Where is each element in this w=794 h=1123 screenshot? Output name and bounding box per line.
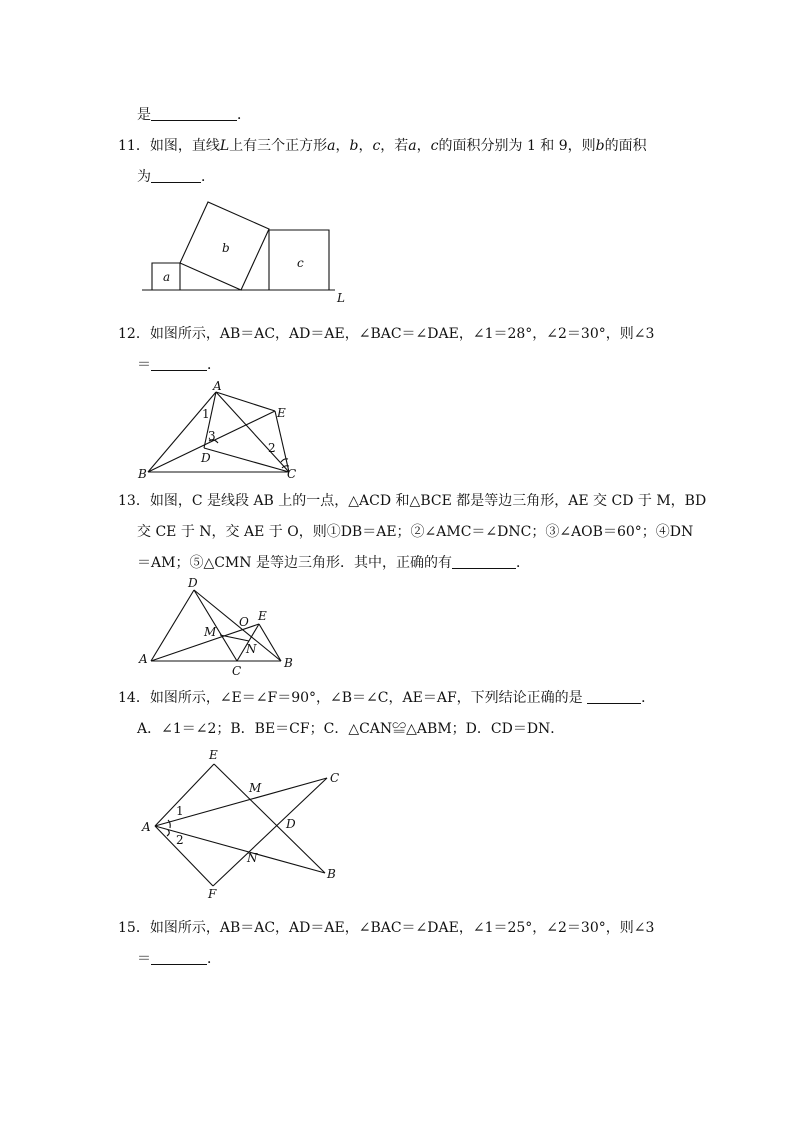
q12-number: 12． [118, 326, 150, 342]
q14-label-C: C [330, 771, 340, 785]
q11-var: c [372, 138, 381, 154]
q14-label-1: 1 [176, 804, 184, 818]
q11-text: ，若 [380, 138, 409, 154]
q14-period: ． [641, 690, 656, 706]
q13-number: 13． [118, 493, 150, 509]
q13-period: ． [515, 555, 530, 571]
q14-number: 14． [118, 690, 150, 706]
q13-label-D: D [188, 576, 198, 590]
q11-label-b: b [222, 241, 230, 255]
q11-var: b [349, 138, 359, 154]
q13-label-A: A [139, 652, 148, 666]
q15-answer-blank[interactable] [151, 950, 207, 965]
q11-number: 11． [118, 138, 150, 154]
q15-period: ． [207, 951, 221, 967]
q11-text: 上有三个正方形 [229, 138, 328, 154]
q14-label-A: A [142, 820, 151, 834]
q11-text: 为 [137, 169, 151, 185]
q11-label-a: a [163, 270, 171, 284]
q13-label-M: M [204, 625, 217, 639]
q11-label-L: L [337, 291, 345, 305]
q11-text: ， [416, 138, 431, 154]
q10-text: 是 [137, 107, 151, 123]
q11-var: c [430, 138, 439, 154]
q11-text: ， [335, 138, 350, 154]
q12-period: ． [207, 357, 221, 373]
q14-label-M: M [249, 781, 262, 795]
q15-line1 [118, 917, 654, 937]
q14-label-B: B [327, 867, 336, 881]
q11-var: L [219, 138, 230, 154]
q12-label-C: C [287, 467, 297, 481]
q11-text: 的面积 [604, 138, 647, 154]
q12-label-D: D [201, 451, 211, 465]
q11-var: b [595, 138, 605, 154]
q13-label-E: E [258, 609, 267, 623]
q12-label-1: 1 [202, 407, 210, 421]
q12-label-3: 3 [208, 429, 216, 443]
q11-var: a [408, 138, 417, 154]
q14-text: 如图所示，∠E＝∠F＝90°，∠B＝∠C，AE＝AF，下列结论正确的是 [149, 690, 583, 706]
q11-var: a [327, 138, 336, 154]
q11-period: ． [201, 169, 215, 185]
q13-label-N: N [246, 642, 257, 656]
q14-label-D: D [286, 817, 296, 831]
q12-label-E: E [277, 406, 286, 420]
q12-text: 如图所示，AB＝AC，AD＝AE，∠BAC＝∠DAE，∠1＝28°，∠2＝30°，则∠3 [149, 326, 655, 342]
q14-label-F: F [208, 887, 217, 901]
q10-period: ． [237, 107, 251, 123]
q11-text: ， [358, 138, 373, 154]
q12-label-A: A [213, 379, 222, 393]
q13-label-O: O [239, 615, 249, 629]
q12-text: ＝ [137, 357, 151, 373]
q11-label-c: c [297, 256, 304, 270]
q13-label-C: C [232, 664, 242, 678]
q13-text: 交 CE 于 N，交 AE 于 O，则①DB＝AE；②∠AMC＝∠DNC；③∠AOB＝60°；④DN [137, 524, 694, 540]
q11-text: 如图，直线 [149, 138, 220, 154]
q14-label-E: E [209, 748, 218, 762]
q12-label-B: B [138, 467, 147, 481]
q15-text: 如图所示，AB＝AC，AD＝AE，∠BAC＝∠DAE，∠1＝25°，∠2＝30°，则∠3 [149, 920, 655, 936]
q15-number: 15． [118, 920, 150, 936]
q15-text: ＝ [137, 951, 151, 967]
q15-line2 [137, 948, 221, 968]
q13-text: ＝AM；⑤△CMN 是等边三角形．其中，正确的有 [137, 555, 452, 571]
q14-options-text: A．∠1＝∠2；B．BE＝CF；C．△CAN≌△ABM；D．CD＝DN． [137, 721, 565, 737]
q14-label-N: N [247, 851, 258, 865]
q13-text: 如图，C 是线段 AB 上的一点，△ACD 和△BCE 都是等边三角形，AE 交 CD 于 M，BD [149, 493, 707, 509]
q11-text: 的面积分别为 1 和 9，则 [438, 138, 596, 154]
q12-label-2: 2 [268, 441, 276, 455]
q13-label-B: B [284, 656, 293, 670]
q14-label-2: 2 [176, 833, 184, 847]
